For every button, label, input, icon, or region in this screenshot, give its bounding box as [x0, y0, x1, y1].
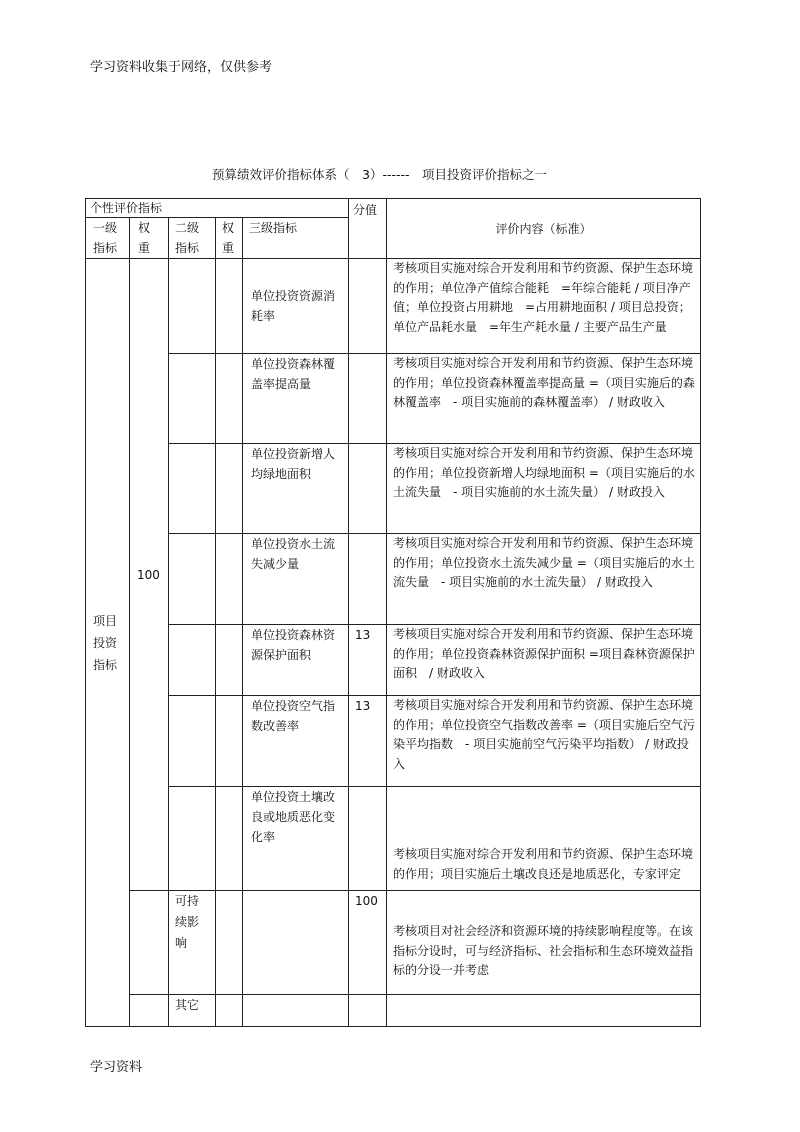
level3-cell [243, 995, 349, 1027]
content-cell: 考核项目对社会经济和资源环境的持续影响程度等。在该指标分设时，可与经济指标、社会指标和生态环境效益指标的分设一并考虑 [387, 891, 701, 995]
level3-cell: 单位投资森林资源保护面积 [243, 625, 349, 696]
score-cell: 13 [349, 625, 387, 696]
weight2-cell [216, 354, 243, 444]
content-column-header: 评价内容（标准） [387, 199, 701, 259]
score-cell [349, 354, 387, 444]
weight2-cell [216, 444, 243, 534]
score-column-header: 分值 [349, 199, 387, 259]
level2-cell [169, 259, 216, 354]
score-cell [349, 259, 387, 354]
level3-cell: 单位投资空气指数改善率 [243, 696, 349, 787]
document-title: 预算绩效评价指标体系（ 3）------ 项目投资评价指标之一 [212, 167, 548, 182]
content-cell: 考核项目实施对综合开发利用和节约资源、保护生态环境的作用；单位投资水土流失减少量 =（项目实施后的水土流失量 - 项目实施前的水土流失量） / 财政投入 [387, 534, 701, 625]
level1-cell: 项目投资指标 [86, 259, 130, 1027]
weight2-cell [216, 995, 243, 1027]
score-cell [349, 534, 387, 625]
level2-cell [169, 534, 216, 625]
weight2-cell [216, 787, 243, 891]
weight1-cell-empty [130, 995, 169, 1027]
level3-cell: 单位投资新增人均绿地面积 [243, 444, 349, 534]
weight1-cell-empty [130, 891, 169, 995]
level2-cell: 可持续影响 [169, 891, 216, 995]
level3-cell [243, 891, 349, 995]
weight1-cell: 100 [130, 259, 169, 891]
score-cell [349, 995, 387, 1027]
weight2-cell [216, 696, 243, 787]
weight2-cell [216, 534, 243, 625]
level2-cell [169, 354, 216, 444]
weight1-column-header: 权重 [130, 218, 169, 259]
weight2-cell [216, 891, 243, 995]
level3-cell: 单位投资森林覆盖率提高量 [243, 354, 349, 444]
level3-cell: 单位投资土壤改良或地质恶化变化率 [243, 787, 349, 891]
level2-cell [169, 696, 216, 787]
score-cell: 13 [349, 696, 387, 787]
level2-cell [169, 444, 216, 534]
content-cell: 考核项目实施对综合开发利用和节约资源、保护生态环境的作用；单位净产值综合能耗 =年综合能耗 / 项目净产值；单位投资占用耕地 =占用耕地面积 / 项目总投资；单位产品耗水量 =年生产耗水量 / 主要产品生产量 [387, 259, 701, 354]
content-cell: 考核项目实施对综合开发利用和节约资源、保护生态环境的作用；单位投资空气指数改善率 =（项目实施后空气污染平均指数 - 项目实施前空气污染平均指数） / 财政投入 [387, 696, 701, 787]
level2-cell [169, 625, 216, 696]
level1-column-header: 一级指标 [86, 218, 130, 259]
content-cell [387, 995, 701, 1027]
level3-column-header: 三级指标 [243, 218, 349, 259]
indicator-table [85, 198, 701, 1027]
page-footer: 学习资料 [90, 1060, 143, 1075]
score-cell [349, 444, 387, 534]
content-cell: 考核项目实施对综合开发利用和节约资源、保护生态环境的作用；单位投资森林资源保护面积 =项目森林资源保护面积 / 财政收入 [387, 625, 701, 696]
weight2-column-header: 权重 [216, 218, 243, 259]
content-cell: 考核项目实施对综合开发利用和节约资源、保护生态环境的作用；单位投资森林覆盖率提高量 =（项目实施后的森林覆盖率 - 项目实施前的森林覆盖率） / 财政收入 [387, 354, 701, 444]
level2-cell [169, 787, 216, 891]
score-cell: 100 [349, 891, 387, 995]
content-cell: 考核项目实施对综合开发利用和节约资源、保护生态环境的作用；单位投资新增人均绿地面积 =（项目实施后的水土流失量 - 项目实施前的水土流失量） / 财政投入 [387, 444, 701, 534]
level3-cell: 单位投资资源消耗率 [243, 259, 349, 354]
level2-column-header: 二级指标 [169, 218, 216, 259]
score-cell [349, 787, 387, 891]
content-cell: 考核项目实施对综合开发利用和节约资源、保护生态环境的作用；项目实施后土壤改良还是地质恶化，专家评定 [387, 787, 701, 891]
page-header: 学习资料收集于网络，仅供参考 [90, 60, 273, 75]
weight2-cell [216, 259, 243, 354]
level2-cell: 其它 [169, 995, 216, 1027]
level3-cell: 单位投资水土流失减少量 [243, 534, 349, 625]
weight2-cell [216, 625, 243, 696]
group-header: 个性评价指标 [86, 199, 349, 218]
